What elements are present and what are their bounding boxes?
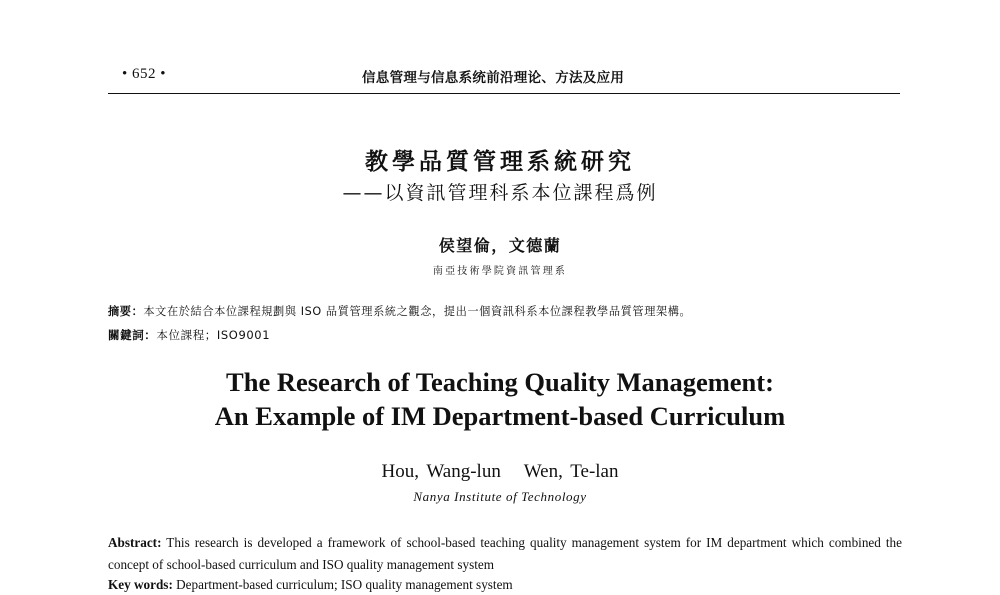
running-header (108, 66, 900, 88)
running-title: 信息管理与信息系统前沿理论、方法及应用 (362, 70, 625, 86)
english-title-line-1: The Research of Teaching Quality Management: (226, 367, 774, 397)
chinese-abstract (108, 303, 908, 319)
english-abstract-label: Abstract: (108, 535, 162, 550)
chinese-abstract-label: 摘要： (108, 305, 144, 318)
chinese-abstract-text: 本文在於結合本位課程規劃與 ISO 品質管理系統之觀念，提出一個資訊科系本位課程教學品質管理架構。 (143, 305, 692, 318)
english-keywords-text: Department-based curriculum; ISO quality management system (176, 577, 513, 592)
english-keywords-label: Key words: (108, 577, 173, 592)
chinese-keywords (108, 327, 908, 343)
english-affiliation: Nanya Institute of Technology (413, 489, 587, 504)
chinese-subtitle: ——以資訊管理科系本位課程爲例 (342, 182, 658, 204)
chinese-authors: 侯望倫，文德蘭 (438, 236, 562, 255)
header-rule (108, 93, 900, 94)
chinese-keywords-text: 本位課程；ISO9001 (156, 328, 271, 342)
page-number: • 652 • (122, 66, 167, 82)
english-keywords (108, 576, 902, 594)
english-authors: Hou, Wang-lun Wen, Te-lan (381, 461, 619, 482)
chinese-keywords-label: 關鍵詞： (108, 328, 157, 342)
english-abstract-text: This research is developed a framework of school-based teaching quality management system for IM department which combined the concept of school-based curriculum and ISO quality management system (108, 535, 902, 572)
english-abstract (108, 532, 902, 576)
chinese-title: 教學品質管理系統研究 (365, 149, 635, 175)
chinese-affiliation: 南亞技術學院資訊管理系 (432, 266, 568, 277)
english-title-line-2: An Example of IM Department-based Curriculum (214, 401, 786, 431)
